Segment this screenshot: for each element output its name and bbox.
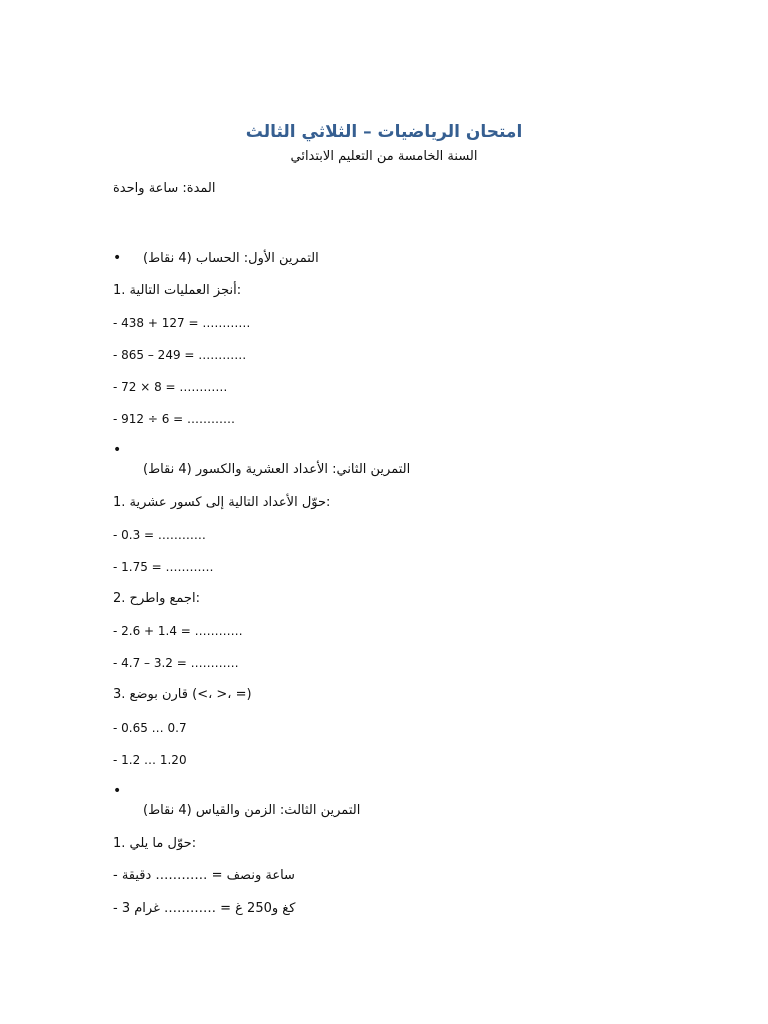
exercise-1-item: - 72 × 8 = ………… (113, 380, 228, 394)
exercise-1-item: - 912 ÷ 6 = ………… (113, 412, 236, 426)
exercise-2-item: - 4.7 – 3.2 = ………… (113, 656, 239, 670)
exercise-1-question-1: 1. أنجز العمليات التالية: (113, 283, 242, 298)
exercise-2-item: - 0.65 … 0.7 (113, 721, 187, 735)
bullet-icon: • (113, 783, 122, 799)
exercise-3-question-1: 1. حوّل ما يلي: (113, 836, 197, 851)
exercise-3-item: - ساعة ونصف = ………… دقيقة (113, 868, 295, 883)
duration-text: المدة: ساعة واحدة (113, 181, 216, 196)
exercise-1-heading: التمرين الأول: الحساب (4 نقاط) (143, 251, 319, 266)
exercise-1-item: - 865 – 249 = ………… (113, 348, 247, 362)
bullet-icon: • (113, 250, 122, 266)
exercise-3-heading: التمرين الثالث: الزمن والقياس (4 نقاط) (143, 803, 361, 818)
exercise-2-question-1: 1. حوّل الأعداد التالية إلى كسور عشرية: (113, 495, 331, 510)
exercise-2-item: - 1.75 = ………… (113, 560, 214, 574)
exercise-1-item: - 438 + 127 = ………… (113, 316, 251, 330)
exercise-2-item: - 2.6 + 1.4 = ………… (113, 624, 243, 638)
page-title: امتحان الرياضيات – الثلاثي الثالث (245, 122, 523, 142)
exercise-2-heading: التمرين الثاني: الأعداد العشرية والكسور (4 نقاط) (143, 462, 411, 477)
exercise-2-item: - 1.2 … 1.20 (113, 753, 187, 767)
bullet-icon: • (113, 442, 122, 458)
exercise-2-question-2: 2. اجمع واطرح: (113, 591, 200, 606)
exercise-2-question-3: 3. قارن بوضع (<، >، =) (113, 687, 252, 702)
page-subtitle: السنة الخامسة من التعليم الابتدائي (290, 149, 478, 164)
exercise-2-item: - 0.3 = ………… (113, 528, 206, 542)
exercise-3-item: - 3 كغ و250 غ = ………… غرام (113, 901, 296, 916)
